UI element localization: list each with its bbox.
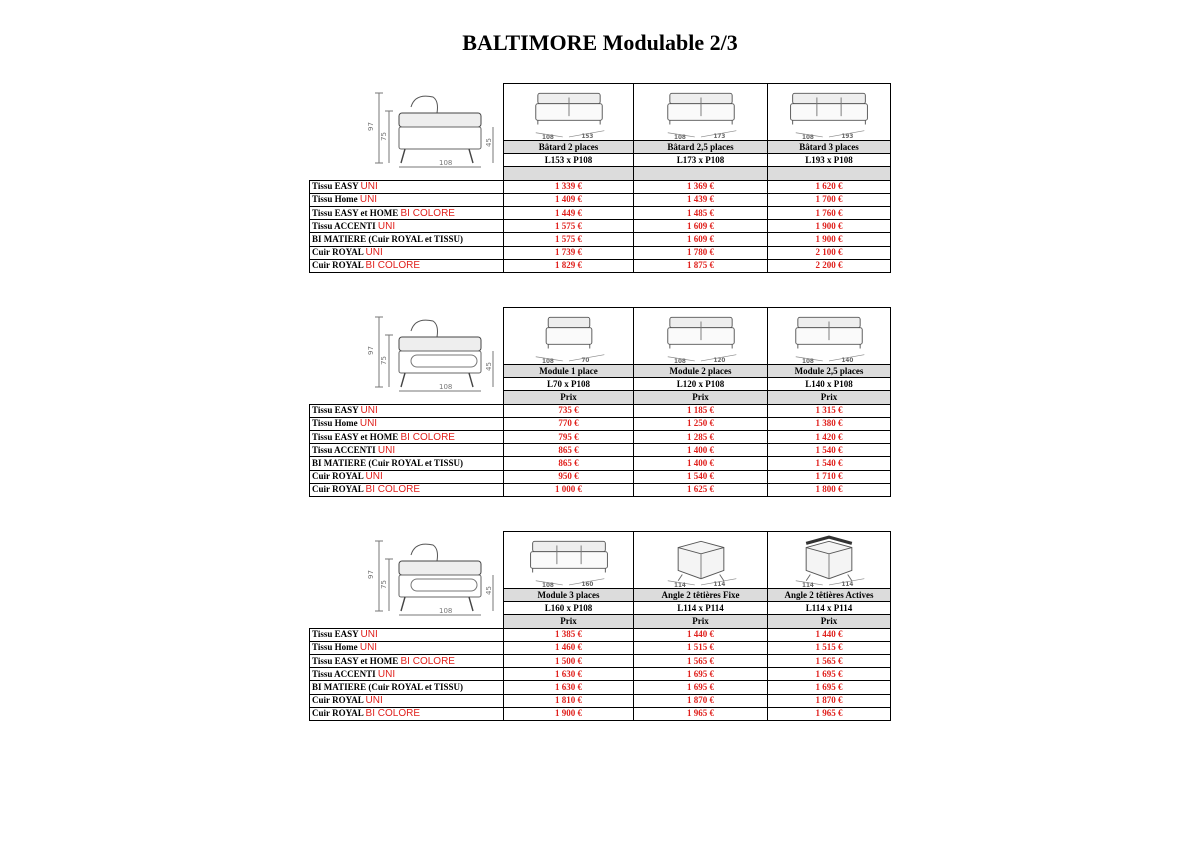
fabric-label-main: Cuir ROYAL	[312, 695, 366, 706]
fabric-label-main: Cuir ROYAL	[312, 484, 366, 495]
fabric-label-accent: UNI	[377, 668, 396, 680]
price-header: Prix	[504, 391, 634, 404]
table-row	[310, 220, 891, 233]
product-dimensions: L114 x P114	[768, 602, 891, 615]
price-cell: 1 700 €	[768, 193, 891, 206]
price-header	[504, 167, 634, 180]
dim-depth-label: 108	[802, 359, 814, 363]
product-dimensions: L140 x P108	[768, 378, 891, 391]
product-image-cell	[768, 532, 891, 589]
product-name: Module 3 places	[504, 589, 634, 602]
product-dimensions: L160 x P108	[504, 602, 634, 615]
dim-length-label: 160	[580, 581, 593, 587]
price-cell: 1 540 €	[768, 444, 891, 457]
table-row	[310, 470, 891, 483]
price-cell: 1 485 €	[634, 206, 768, 219]
price-cell: 1 780 €	[634, 246, 768, 259]
price-cell: 1 575 €	[504, 233, 634, 246]
price-cell: 1 449 €	[504, 206, 634, 219]
fabric-label-main: Cuir ROYAL	[312, 260, 366, 271]
price-cell: 1 620 €	[768, 180, 891, 193]
fabric-label	[310, 246, 504, 259]
page-title: BALTIMORE Modulable 2/3	[462, 30, 738, 55]
fabric-label	[310, 654, 504, 667]
table-row	[310, 694, 891, 707]
price-cell: 2 100 €	[768, 246, 891, 259]
fabric-label	[310, 681, 504, 694]
product-name: Bâtard 3 places	[768, 141, 891, 154]
price-cell: 1 810 €	[504, 694, 634, 707]
fabric-label-main: BI MATIERE (Cuir ROYAL et TISSU)	[312, 681, 463, 692]
price-header: Prix	[768, 391, 891, 404]
product-image-cell	[768, 308, 891, 365]
fabric-label-accent: UNI	[365, 471, 383, 483]
price-cell: 1 440 €	[768, 628, 891, 641]
fabric-label-accent: UNI	[359, 418, 378, 430]
price-header	[634, 167, 768, 180]
fabric-label-accent: UNI	[365, 695, 383, 707]
price-cell: 1 515 €	[768, 641, 891, 654]
fabric-label-accent: BI COLORE	[400, 207, 455, 219]
price-cell: 1 500 €	[504, 654, 634, 667]
dim-seat-height-label: 45	[485, 586, 493, 595]
price-header	[768, 167, 891, 180]
product-image-cell	[634, 308, 768, 365]
price-header: Prix	[634, 615, 768, 628]
fabric-label	[310, 430, 504, 443]
price-cell: 1 609 €	[634, 233, 768, 246]
fabric-label-main: Cuir ROYAL	[312, 471, 366, 482]
price-cell: 1 380 €	[768, 417, 891, 430]
fabric-label-main: Tissu Home	[312, 642, 360, 653]
product-dimensions: L70 x P108	[504, 378, 634, 391]
price-cell: 795 €	[504, 430, 634, 443]
fabric-label	[310, 417, 504, 430]
price-cell: 1 900 €	[768, 220, 891, 233]
table-row	[310, 404, 891, 417]
fabric-label-main: Tissu EASY	[312, 181, 361, 192]
price-cell: 1 630 €	[504, 681, 634, 694]
sofa-2-armless-icon	[515, 85, 623, 139]
price-cell: 1 609 €	[634, 220, 768, 233]
price-cell: 1 400 €	[634, 457, 768, 470]
price-cell: 1 695 €	[768, 681, 891, 694]
price-cell: 2 200 €	[768, 259, 891, 272]
fabric-label	[310, 641, 504, 654]
price-cell: 1 870 €	[768, 694, 891, 707]
fabric-label-main: Cuir ROYAL	[312, 247, 366, 258]
corner-active-headrest-icon	[775, 533, 883, 587]
product-image-cell	[768, 84, 891, 141]
fabric-label-main: Tissu EASY	[312, 405, 361, 416]
price-cell: 1 369 €	[634, 180, 768, 193]
dim-depth-label: 114	[802, 583, 814, 587]
dim-depth-label: 108	[673, 135, 686, 139]
fabric-label-accent: UNI	[377, 220, 396, 232]
table-row	[310, 246, 891, 259]
price-cell: 1 250 €	[634, 417, 768, 430]
product-image-cell	[504, 84, 634, 141]
dim-width-label: 108	[439, 607, 453, 615]
price-cell: 1 540 €	[634, 470, 768, 483]
price-header: Prix	[768, 615, 891, 628]
price-cell: 1 400 €	[634, 444, 768, 457]
dim-length-label: 114	[841, 581, 854, 587]
fabric-label	[310, 404, 504, 417]
fabric-label	[310, 259, 504, 272]
fabric-label	[310, 668, 504, 681]
price-cell: 865 €	[504, 444, 634, 457]
table-row	[310, 206, 891, 219]
dim-total-height-label: 97	[367, 570, 375, 579]
fabric-label-main: Tissu EASY	[312, 629, 361, 640]
product-name: Angle 2 têtières Actives	[768, 589, 891, 602]
price-header: Prix	[504, 615, 634, 628]
product-dimensions: L120 x P108	[634, 378, 768, 391]
fabric-label-accent: BI COLORE	[365, 708, 420, 720]
dim-depth-label: 108	[802, 135, 814, 139]
table-row	[310, 483, 891, 496]
price-cell: 1 565 €	[768, 654, 891, 667]
price-cell: 1 565 €	[634, 654, 768, 667]
sofa-25-armless-icon	[647, 85, 755, 139]
fabric-label	[310, 180, 504, 193]
dim-width-label: 108	[439, 159, 453, 167]
price-cell: 1 695 €	[768, 668, 891, 681]
fabric-label-main: BI MATIERE (Cuir ROYAL et TISSU)	[312, 457, 463, 468]
table-row	[310, 193, 891, 206]
fabric-label-accent: BI COLORE	[365, 484, 420, 496]
price-cell: 1 440 €	[634, 628, 768, 641]
dim-length-label: 114	[712, 581, 725, 587]
price-cell: 1 695 €	[634, 668, 768, 681]
dim-depth-label: 108	[541, 135, 554, 139]
product-dimensions: L114 x P114	[634, 602, 768, 615]
price-cell: 1 540 €	[768, 457, 891, 470]
price-table	[309, 531, 891, 721]
price-cell: 1 875 €	[634, 259, 768, 272]
fabric-label-main: BI MATIERE (Cuir ROYAL et TISSU)	[312, 233, 463, 244]
price-table	[309, 83, 891, 273]
price-cell: 1 800 €	[768, 483, 891, 496]
fabric-label-main: Tissu EASY et HOME	[312, 431, 401, 442]
dim-length-label: 120	[712, 357, 725, 363]
price-cell: 1 460 €	[504, 641, 634, 654]
fabric-label-accent: UNI	[360, 181, 378, 193]
fabric-label	[310, 470, 504, 483]
fabric-label-main: Tissu ACCENTI	[312, 444, 378, 455]
price-cell: 1 829 €	[504, 259, 634, 272]
dim-length-label: 193	[841, 133, 854, 139]
fabric-label-accent: BI COLORE	[400, 431, 455, 443]
fabric-label-accent: UNI	[359, 194, 378, 206]
table-row	[310, 233, 891, 246]
price-cell: 1 385 €	[504, 628, 634, 641]
price-cell: 1 870 €	[634, 694, 768, 707]
fabric-label-accent: UNI	[360, 405, 378, 417]
fabric-label-accent: UNI	[365, 247, 383, 259]
dim-total-height-label: 97	[367, 346, 375, 355]
fabric-label	[310, 233, 504, 246]
fabric-label-main: Tissu Home	[312, 194, 360, 205]
module-25-seat-icon	[775, 309, 883, 363]
fabric-label	[310, 206, 504, 219]
price-cell: 1 710 €	[768, 470, 891, 483]
dim-seat-height-label: 45	[485, 362, 493, 371]
fabric-label-main: Cuir ROYAL	[312, 708, 366, 719]
product-name: Bâtard 2,5 places	[634, 141, 768, 154]
dim-depth-label: 114	[673, 583, 686, 587]
product-name: Module 1 place	[504, 365, 634, 378]
price-cell: 1 315 €	[768, 404, 891, 417]
price-header: Prix	[634, 391, 768, 404]
product-image-cell	[504, 308, 634, 365]
table-row	[310, 628, 891, 641]
price-cell: 1 625 €	[634, 483, 768, 496]
fabric-label-main: Tissu EASY et HOME	[312, 655, 401, 666]
table-row	[310, 417, 891, 430]
fabric-label-accent: BI COLORE	[400, 655, 455, 667]
product-name: Module 2 places	[634, 365, 768, 378]
fabric-label	[310, 628, 504, 641]
module-2-seat-icon	[647, 309, 755, 363]
price-cell: 1 575 €	[504, 220, 634, 233]
price-cell: 735 €	[504, 404, 634, 417]
fabric-label	[310, 457, 504, 470]
dim-seat-height-label: 45	[485, 138, 493, 147]
dim-depth-label: 108	[541, 359, 554, 363]
product-dimensions: L193 x P108	[768, 154, 891, 167]
table-row	[310, 654, 891, 667]
module-3-seat-icon	[515, 533, 623, 587]
dim-depth-label: 108	[541, 583, 554, 587]
price-cell: 1 339 €	[504, 180, 634, 193]
product-image-cell	[634, 532, 768, 589]
fabric-label-main: Tissu ACCENTI	[312, 668, 378, 679]
price-cell: 1 420 €	[768, 430, 891, 443]
dim-back-height-label: 75	[380, 132, 388, 141]
table-row	[310, 681, 891, 694]
fabric-label	[310, 483, 504, 496]
fabric-label	[310, 444, 504, 457]
price-cell: 1 409 €	[504, 193, 634, 206]
price-cell: 1 630 €	[504, 668, 634, 681]
dim-length-label: 70	[580, 357, 589, 363]
table-row	[310, 430, 891, 443]
table-row	[310, 668, 891, 681]
price-cell: 1 965 €	[634, 707, 768, 720]
module-1-seat-icon	[515, 309, 623, 363]
dim-length-label: 173	[712, 133, 725, 139]
price-cell: 1 515 €	[634, 641, 768, 654]
price-cell: 1 185 €	[634, 404, 768, 417]
price-cell: 1 739 €	[504, 246, 634, 259]
table-row	[310, 180, 891, 193]
price-cell: 1 900 €	[768, 233, 891, 246]
price-cell: 1 695 €	[634, 681, 768, 694]
product-dimensions: L153 x P108	[504, 154, 634, 167]
table-row	[310, 444, 891, 457]
table-row	[310, 259, 891, 272]
fabric-label-accent: UNI	[359, 642, 378, 654]
dim-depth-label: 108	[673, 359, 686, 363]
fabric-label-accent: UNI	[360, 629, 378, 641]
price-cell: 1 965 €	[768, 707, 891, 720]
product-name: Module 2,5 places	[768, 365, 891, 378]
product-name: Bâtard 2 places	[504, 141, 634, 154]
fabric-label	[310, 193, 504, 206]
dim-total-height-label: 97	[367, 122, 375, 131]
fabric-label-main: Tissu Home	[312, 418, 360, 429]
table-row	[310, 457, 891, 470]
price-cell: 1 285 €	[634, 430, 768, 443]
dim-back-height-label: 75	[380, 580, 388, 589]
price-cell: 865 €	[504, 457, 634, 470]
fabric-label-main: Tissu EASY et HOME	[312, 207, 401, 218]
fabric-label-accent: UNI	[377, 444, 396, 456]
dim-width-label: 108	[439, 383, 453, 391]
fabric-label-accent: BI COLORE	[365, 260, 420, 272]
price-cell: 1 439 €	[634, 193, 768, 206]
price-cell: 1 000 €	[504, 483, 634, 496]
dim-length-label: 153	[580, 133, 593, 139]
table-row	[310, 707, 891, 720]
price-cell: 1 760 €	[768, 206, 891, 219]
price-cell: 1 900 €	[504, 707, 634, 720]
product-image-cell	[634, 84, 768, 141]
fabric-label	[310, 694, 504, 707]
fabric-label	[310, 707, 504, 720]
dim-back-height-label: 75	[380, 356, 388, 365]
fabric-label-main: Tissu ACCENTI	[312, 220, 378, 231]
price-cell: 950 €	[504, 470, 634, 483]
fabric-label	[310, 220, 504, 233]
sofa-3-armless-icon	[775, 85, 883, 139]
product-dimensions: L173 x P108	[634, 154, 768, 167]
price-table	[309, 307, 891, 497]
corner-fixed-headrest-icon	[647, 533, 755, 587]
table-row	[310, 641, 891, 654]
dim-length-label: 140	[841, 357, 854, 363]
product-name: Angle 2 têtières Fixe	[634, 589, 768, 602]
price-cell: 770 €	[504, 417, 634, 430]
product-image-cell	[504, 532, 634, 589]
